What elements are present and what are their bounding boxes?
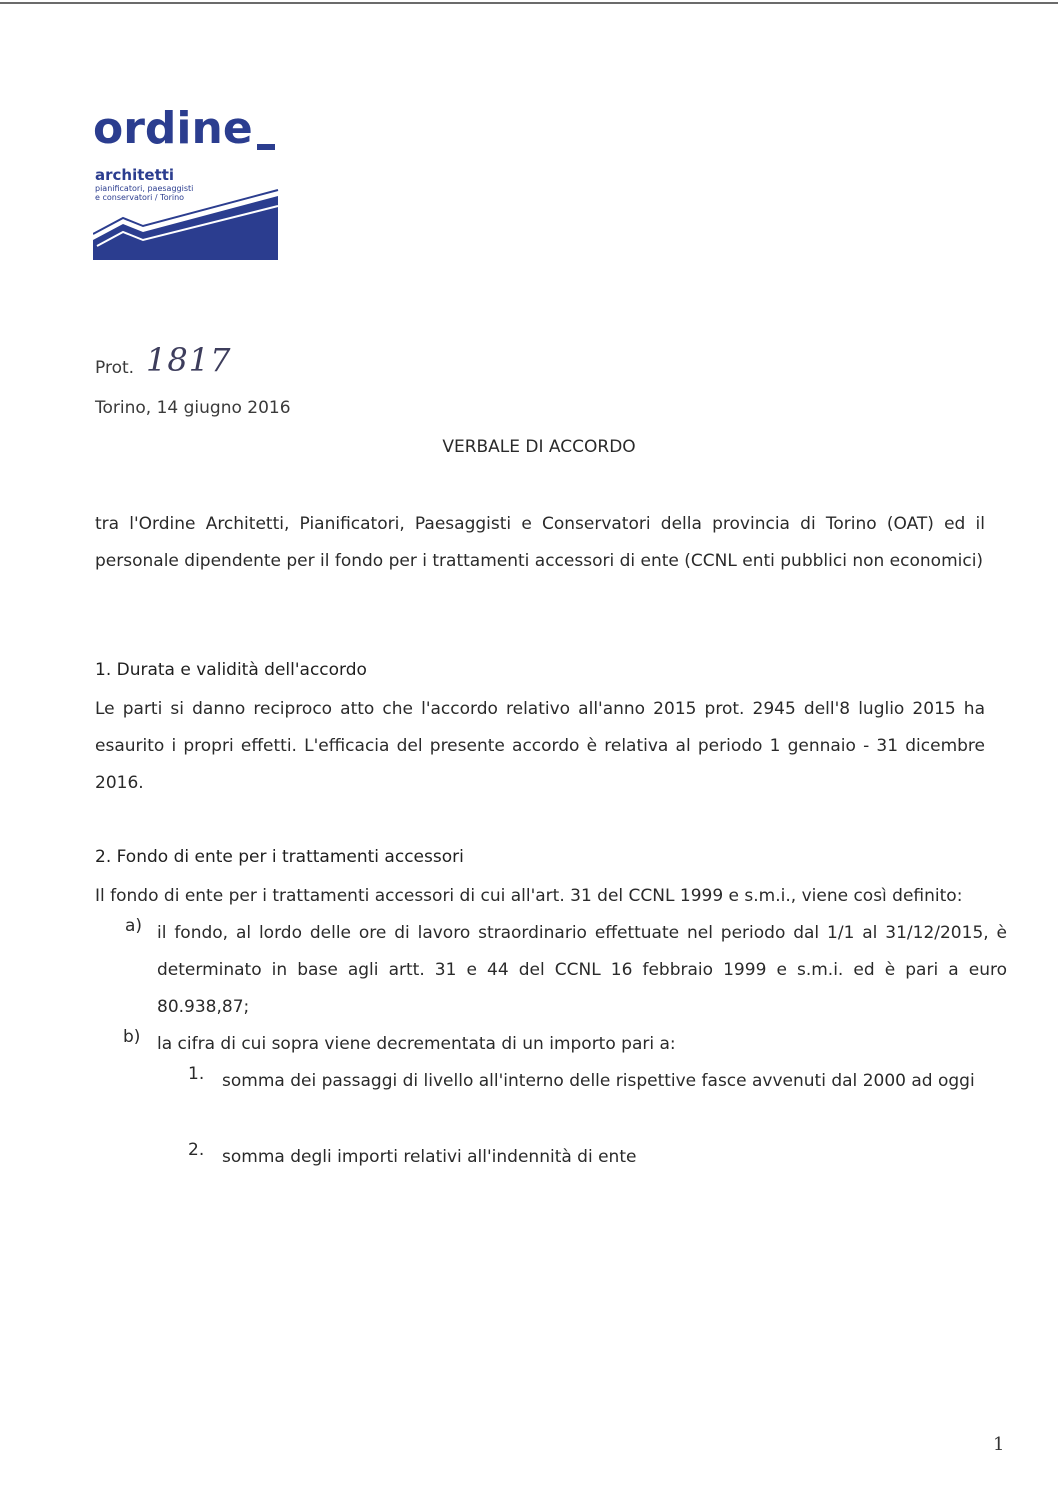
protocol-label: Prot. — [95, 358, 135, 378]
section-2-heading: 2. Fondo di ente per i trattamenti accessori — [95, 847, 464, 867]
section-1-heading: 1. Durata e validità dell'accordo — [95, 660, 367, 680]
item-a-text: il fondo, al lordo delle ore di lavoro straordinario effettuate nel periodo dal 1/1 al 31/12/2015, è determinato in base agli artt. 31 e 44 del CCNL 16 febbraio 1999 e s.m.i. ed è pari a euro 80.938,87; — [157, 923, 1007, 1017]
section-2-text: Il fondo di ente per i trattamenti accessori di cui all'art. 31 del CCNL 1999 e s.m.i., viene così definito: — [95, 886, 963, 906]
ordine-architetti-logo — [93, 104, 293, 264]
logo-wave-mark — [93, 188, 293, 268]
sub-item-1-marker: 1. — [188, 1064, 205, 1084]
page-top-edge — [0, 2, 1058, 4]
logo-small-line-1: pianificatori, paesaggisti — [95, 184, 194, 193]
page-number: 1 — [993, 1434, 1005, 1455]
item-b-text: la cifra di cui sopra viene decrementata di un importo pari a: — [157, 1034, 676, 1054]
protocol-number-handwritten: 1817 — [146, 341, 232, 379]
item-a-marker: a) — [125, 916, 143, 936]
logo-small-line-2: e conservatori / Torino — [95, 193, 185, 202]
section-1-text: Le parti si danno reciproco atto che l'accordo relativo all'anno 2015 prot. 2945 dell'8 luglio 2015 ha esaurito i propri effetti. L'efficacia del presente accordo è relativa al periodo 1 gennaio - 31 dicembre 2016. — [95, 699, 985, 793]
item-b-marker: b) — [123, 1027, 141, 1047]
logo-dash — [257, 144, 275, 150]
intro-paragraph: tra l'Ordine Architetti, Pianificatori, Paesaggisti e Conservatori della provincia di Torino (OAT) ed il personale dipendente per il fondo per i trattamenti accessori di ente (CCNL enti pubblici non economici) — [95, 514, 985, 571]
logo-word: ordine — [93, 103, 253, 154]
sub-item-2-marker: 2. — [188, 1140, 205, 1160]
logo-subtitle: architetti — [95, 166, 175, 184]
sub-item-1-text: somma dei passaggi di livello all'interno delle rispettive fasce avvenuti dal 2000 ad oggi — [222, 1071, 975, 1091]
sub-item-2-text: somma degli importi relativi all'indennità di ente — [222, 1147, 637, 1167]
document-date: Torino, 14 giugno 2016 — [95, 398, 291, 418]
document-title: VERBALE DI ACCORDO — [442, 437, 636, 457]
